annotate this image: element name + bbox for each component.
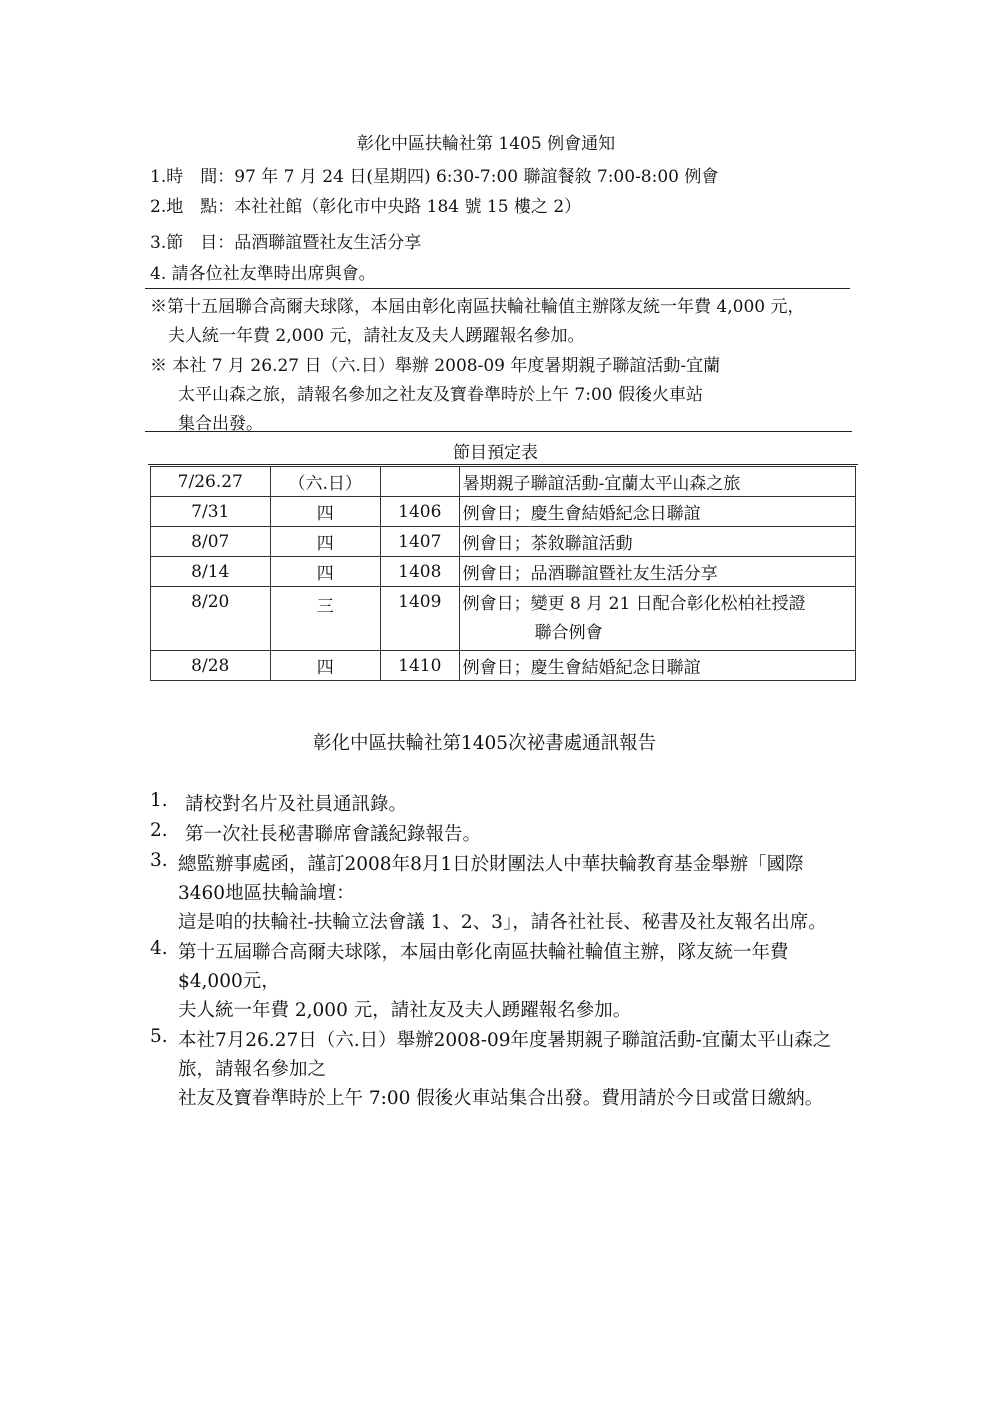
report-item-3-line1: 總監辦事處函，謹訂2008年8月1日於財團法人中華扶輪教育基金舉辦「國際 — [178, 854, 804, 875]
table-row — [151, 587, 856, 651]
notice-trip-line1: ※ 本社 7 月 26.27 日（六.日）舉辦 2008-09 年度暑期親子聯誼活動-宜蘭 — [150, 356, 721, 376]
report-item-number: 3. — [150, 850, 168, 871]
row-number: 1406 — [380, 497, 459, 527]
row-day: 四 — [270, 557, 380, 587]
report-item-number: 1. — [150, 790, 168, 811]
row-date: 8/20 — [151, 587, 271, 651]
report-item-number: 4. — [150, 938, 168, 959]
row-event: 例會日；慶生會結婚紀念日聯誼 — [459, 497, 855, 527]
notice-golf-line1: ※第十五屆聯合高爾夫球隊，本屆由彰化南區扶輪社輪值主辦隊友統一年費 4,000 元， — [150, 297, 805, 317]
row-event — [459, 587, 855, 651]
row-day: 三 — [270, 587, 380, 651]
report-item-number: 2. — [150, 820, 168, 841]
row-day: 四 — [270, 527, 380, 557]
report-item-3-line3: 這是咱的扶輪社-扶輪立法會議 1、2、3」，請各社社長、秘書及社友報名出席。 — [178, 912, 827, 933]
report-item-5-line2: 旅，請報名參加之 — [178, 1059, 327, 1080]
report-item-number: 5. — [150, 1026, 168, 1047]
notice-item-attend: 4. 請各位社友準時出席與會。 — [150, 264, 376, 284]
row-event-line1: 例會日；變更 8 月 21 日配合彰化松柏社授證 — [462, 593, 806, 614]
row-event: 例會日；慶生會結婚紀念日聯誼 — [459, 651, 855, 681]
report-item-2: 第一次社長秘書聯席會議紀錄報告。 — [185, 824, 482, 845]
table-row — [151, 527, 856, 557]
row-event-line2: 聯合例會 — [534, 622, 603, 643]
report-item-5-line3: 社友及寶眷準時於上午 7:00 假後火車站集合出發。費用請於今日或當日繳納。 — [178, 1088, 824, 1109]
row-number: 1408 — [380, 557, 459, 587]
table-row — [151, 497, 856, 527]
schedule-title: 節目預定表 — [453, 443, 538, 463]
row-date: 7/26.27 — [151, 467, 271, 497]
row-number: 1410 — [380, 651, 459, 681]
row-event: 例會日；茶敘聯誼活動 — [459, 527, 855, 557]
table-row — [151, 651, 856, 681]
row-day: 四 — [270, 651, 380, 681]
notice-golf-line2: 夫人統一年費 2,000 元，請社友及夫人踴躍報名參加。 — [168, 326, 585, 346]
row-number: 1407 — [380, 527, 459, 557]
report-item-4-line3: 夫人統一年費 2,000 元，請社友及夫人踴躍報名參加。 — [178, 1000, 632, 1021]
schedule-table — [150, 466, 856, 681]
report-item-4-line1: 第十五屆聯合高爾夫球隊，本屆由彰化南區扶輪社輪值主辦，隊友統一年費 — [178, 942, 789, 963]
row-number — [380, 467, 459, 497]
row-day: （六.日） — [270, 467, 380, 497]
report-item-5-line1: 本社7月26.27日（六.日）舉辦2008-09年度暑期親子聯誼活動-宜蘭太平山森之 — [178, 1030, 832, 1051]
row-date: 8/07 — [151, 527, 271, 557]
report-title: 彰化中區扶輪社第1405次祕書處通訊報告 — [313, 733, 657, 754]
row-date: 8/14 — [151, 557, 271, 587]
notice-item-place: 2.地 點：本社社館（彰化市中央路 184 號 15 樓之 2） — [150, 197, 582, 217]
notice-trip-line3: 集合出發。 — [178, 414, 263, 434]
row-event: 例會日；品酒聯誼暨社友生活分享 — [459, 557, 855, 587]
schedule-title-rule — [148, 464, 858, 465]
divider-top — [145, 288, 850, 289]
row-date: 8/28 — [151, 651, 271, 681]
table-row — [151, 557, 856, 587]
notice-item-time: 1.時 間：97 年 7 月 24 日(星期四) 6:30-7:00 聯誼餐敘 7:00-8:00 例會 — [150, 167, 719, 187]
row-date: 7/31 — [151, 497, 271, 527]
row-day: 四 — [270, 497, 380, 527]
row-number: 1409 — [380, 587, 459, 651]
report-item-3-line2: 3460地區扶輪論壇： — [178, 883, 355, 904]
notice-trip-line2: 太平山森之旅，請報名參加之社友及寶眷準時於上午 7:00 假後火車站 — [178, 385, 703, 405]
divider-middle — [145, 431, 852, 432]
row-event: 暑期親子聯誼活動-宜蘭太平山森之旅 — [459, 467, 855, 497]
report-item-1: 請校對名片及社員通訊錄。 — [185, 794, 408, 815]
report-item-4-line2: $4,000元， — [178, 971, 280, 992]
table-row — [151, 467, 856, 497]
notice-title: 彰化中區扶輪社第 1405 例會通知 — [357, 134, 616, 154]
notice-item-program: 3.節 目：品酒聯誼暨社友生活分享 — [150, 233, 422, 253]
